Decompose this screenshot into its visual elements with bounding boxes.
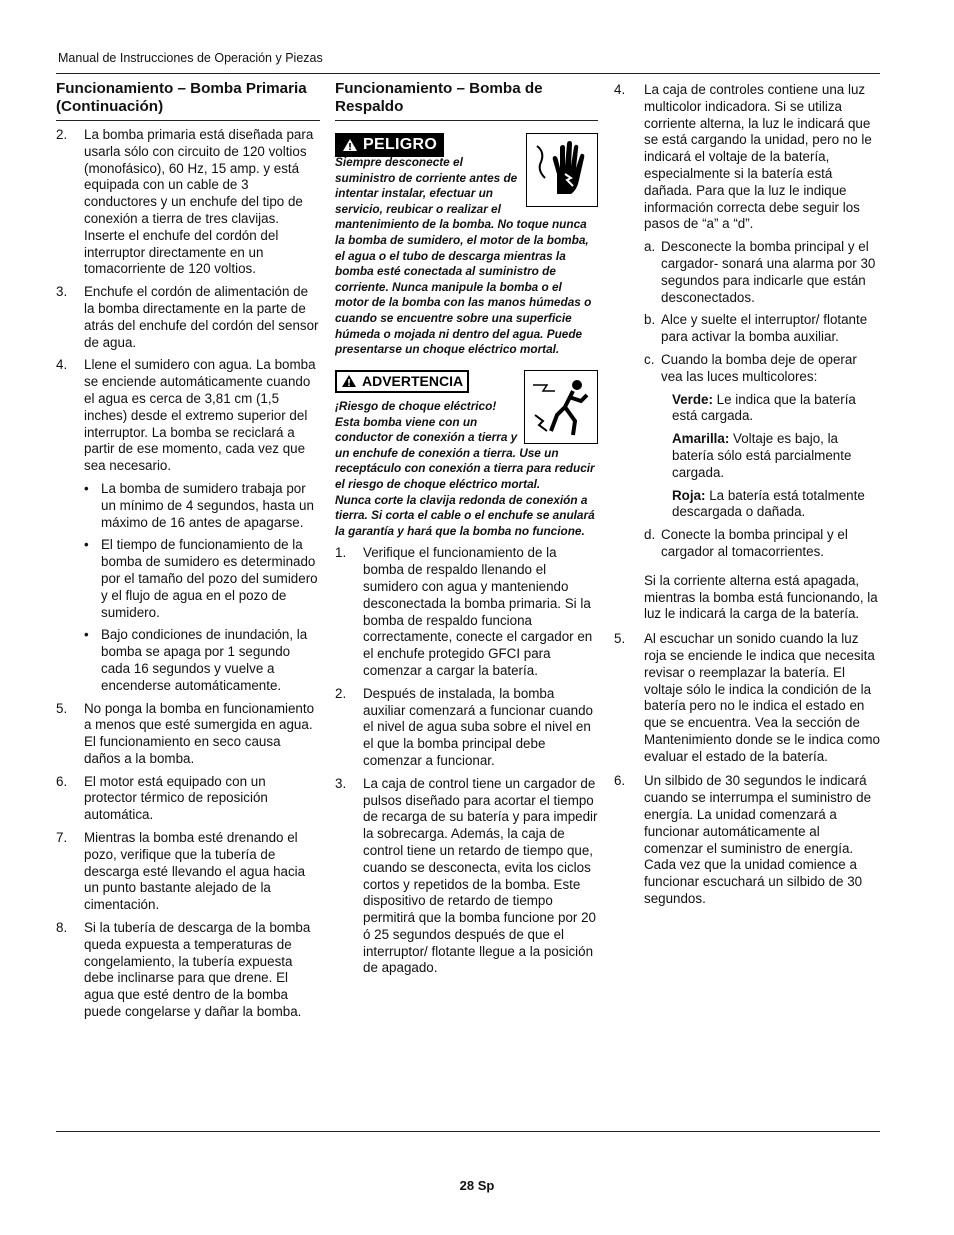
column-continued [614, 82, 880, 914]
list-item: 2. Después de instalada, la bomba auxiliar comenzará a funcionar cuando el nivel de agua suba sobre el nivel en el que la bomba principal debe comenzar a funcionar. [335, 685, 594, 768]
warning-text: Nunca corte la clavija redonda de conexión a tierra. Si corta el cable o el enchufe se anulará la garantía y hará que la bomba no funcione. [335, 492, 595, 538]
column-backup-pump [335, 80, 598, 983]
footer-rule [56, 1131, 880, 1132]
danger-text: Siempre desconecte el suministro de corriente antes de intentar instalar, efectuar un servicio, reubicar o realizar el mantenimiento de la bomba. No toque nunca la bomba de sumidero, el motor de la bomba, el agua o el tubo de descarga mientras la bomba esté conectada al suministro de corriente. Nunca manipule la bomba o el motor de la bomba con las manos húmedas o cuando se encuentre sobre una superficie húmeda o mojada ni dentro del agua. Puede presentarse un choque eléctrico mortal. [335, 155, 592, 357]
step-item: d. Conecte la bomba principal y el cargador al tomacorrientes. [644, 527, 848, 559]
list-item: 3. Enchufe el cordón de alimentación de la bomba directamente en la parte de atrás del enchufe del cordón del sensor de agua. [56, 284, 319, 350]
light-color-red: Roja: La batería está totalmente descargada o dañada. [672, 487, 865, 520]
header-rule [56, 73, 880, 74]
danger-badge: PELIGRO [335, 133, 444, 157]
warning-badge: ADVERTENCIA [335, 370, 469, 393]
page-number: 28 Sp [459, 1178, 495, 1193]
step-item: b. Alce y suelte el interruptor/ flotante para activar la bomba auxiliar. [644, 312, 868, 345]
list-item: 1. Verifique el funcionamiento de la bomba de respaldo llenando el sumidero con agua y manteniendo desconectada la bomba primaria. Si la bomba de respaldo funciona correctamente, conecte el cargador en el enchufe protegido GFCI para comenzar a cargar la batería. [335, 545, 593, 678]
warning-triangle-icon [342, 138, 358, 152]
list-item: 6. El motor está equipado con un protector térmico de reposición automática. [56, 773, 268, 823]
list-item: 5. Al escuchar un sonido cuando la luz roja se enciende le indica que necesita revisar o reemplazar la batería. El voltaje sólo le indica la condición de la batería pero no le indica el estado en que se encuentra. Vea la sección de Mantenimiento donde se le indica como evaluar el estado de la batería. [614, 631, 880, 764]
ac-note: Si la corriente alterna está apagada, mientras la bomba está funcionando, la luz le indicará la carga de la batería. [644, 572, 878, 622]
bullet-item: • Bajo condiciones de inundación, la bomba se apaga por 1 segundo cada 16 segundos y vuelve a encenderse automáticamente. [84, 627, 308, 693]
section-heading-backup: Funcionamiento – Bomba de Respaldo [335, 80, 598, 121]
electric-shock-person-icon [524, 370, 598, 444]
list-item: 4. Llene el sumidero con agua. La bomba se enciende automáticamente cuando el agua es cerca de 3,81 cm (1,5 inches) desde el extremo superior del interruptor. La bomba se reciclará a partir de ese momento, cada vez que sea necesario. • La bomba de sumidero trabaja por un mínimo de 4 segundos, hasta un máximo de 16 antes de apagarse. • El tiempo de funcionamiento de la bomba de sumidero es determinado por el tamaño del pozo del sumidero y el flujo de agua en el pozo de sumidero. • Bajo condiciones de inundación, la bomba se apaga por 1 segundo cada 16 segundos y vuelve a encenderse automáticamente. [56, 357, 320, 694]
bullet-item: • La bomba de sumidero trabaja por un mínimo de 4 segundos, hasta un máximo de 16 antes de apagarse. [84, 480, 314, 530]
list-item: 7. Mientras la bomba esté drenando el pozo, verifique que la tubería de descarga esté llevando el agua hacia un punto bastante alejado de la cimentación. [56, 830, 306, 913]
warning-text: ¡Riesgo de choque eléctrico! Esta bomba viene con un conductor de conexión a tierra y un enchufe de conexión a tierra. Use un receptáculo con conexión a tierra para reducir el riesgo de choque eléctrico mortal. [335, 399, 595, 491]
light-color-green: Verde: Le indica que la batería está cargada. [672, 391, 856, 424]
list-item: 4. La caja de controles contiene una luz multicolor indicadora. Si se utiliza corriente alterna, la luz le indicará que se está cargando la unidad, pero no le indicará el voltaje de la batería, especialmente si la batería está dañada. Para que la luz le indique información correcta debe seguir los pasos de “a” a “d”. a. Desconecte la bomba principal y el cargador- sonará una alarma por 30 segundos para indicarle que están desconectados. b. Alce y suelte el interruptor/ flotante para activar la bomba auxiliar. c. Cuando la bomba deje de operar vea las luces multicolores: Verde: Le indica que la batería está cargada. Amarilla: Voltaje es bajo, la batería sólo está parcialmente cargada. Roja: La batería está totalmente descargada o dañada. d. Conecte la bomba principal y el cargador al tomacorrientes. Si la corriente alterna está apagada, mientras la bomba está funcionando, la luz le indicará la carga de la batería. [614, 82, 880, 623]
step-item: a. Desconecte la bomba principal y el cargador- sonará una alarma por 30 segundos para indicarle que están desconectados. [644, 239, 876, 305]
bullet-item: • El tiempo de funcionamiento de la bomba de sumidero es determinado por el tamaño del pozo del sumidero y el flujo de agua en el pozo de sumidero. [84, 537, 318, 620]
step-item: c. Cuando la bomba deje de operar vea las luces multicolores: [644, 351, 857, 384]
section-heading-primary: Funcionamiento – Bomba Primaria (Continuación) [56, 80, 320, 121]
light-color-yellow: Amarilla: Voltaje es bajo, la batería sólo está parcialmente cargada. [672, 431, 852, 480]
column-primary-pump [56, 80, 320, 1027]
list-item: 3. La caja de control tiene un cargador de pulsos diseñado para acortar el tiempo de recarga de su batería y para impedir la sobrecarga. Además, la caja de control tiene un retardo de tiempo que, cuando se desconecta, evita los ciclos cortos y repetidos de la bomba. Este dispositivo de retardo de tiempo permitirá que la bomba funcione por 20 ó 25 segundos después de que el interruptor/ flotante llegue a la posición de apagado. [335, 775, 598, 976]
warning-block [335, 370, 598, 540]
shock-hazard-hand-icon [526, 133, 598, 207]
danger-block [335, 133, 598, 358]
warning-triangle-icon [341, 374, 357, 388]
list-item: 8. Si la tubería de descarga de la bomba queda expuesta a temperaturas de congelamiento, la tubería expuesta debe inclinarse para que drene. El agua que esté dentro de la bomba puede congelarse y dañar la bomba. [56, 920, 311, 1020]
manual-header-title: Manual de Instrucciones de Operación y Piezas [58, 51, 323, 65]
list-item: 2. La bomba primaria está diseñada para usarla sólo con circuito de 120 voltios (monofásico), 60 Hz, 15 amp. y está equipada con un cable de 3 conductores y un enchufe del tipo de conexión a tierra de tres clavijas. Inserte el enchufe del cordón del interruptor directamente en un tomacorriente de 120 voltios. [56, 127, 314, 277]
list-item: 5. No ponga la bomba en funcionamiento a menos que esté sumergida en agua. El funcionamiento en seco causa daños a la bomba. [56, 700, 315, 766]
list-item: 6. Un silbido de 30 segundos le indicará cuando se interrumpa el suministro de energía. La unidad comenzará a funcionar automáticamente al comenzar el suministro de energía. Cada vez que la unidad comience a funcionar escuchará un silbido de 30 segundos. [614, 773, 872, 907]
